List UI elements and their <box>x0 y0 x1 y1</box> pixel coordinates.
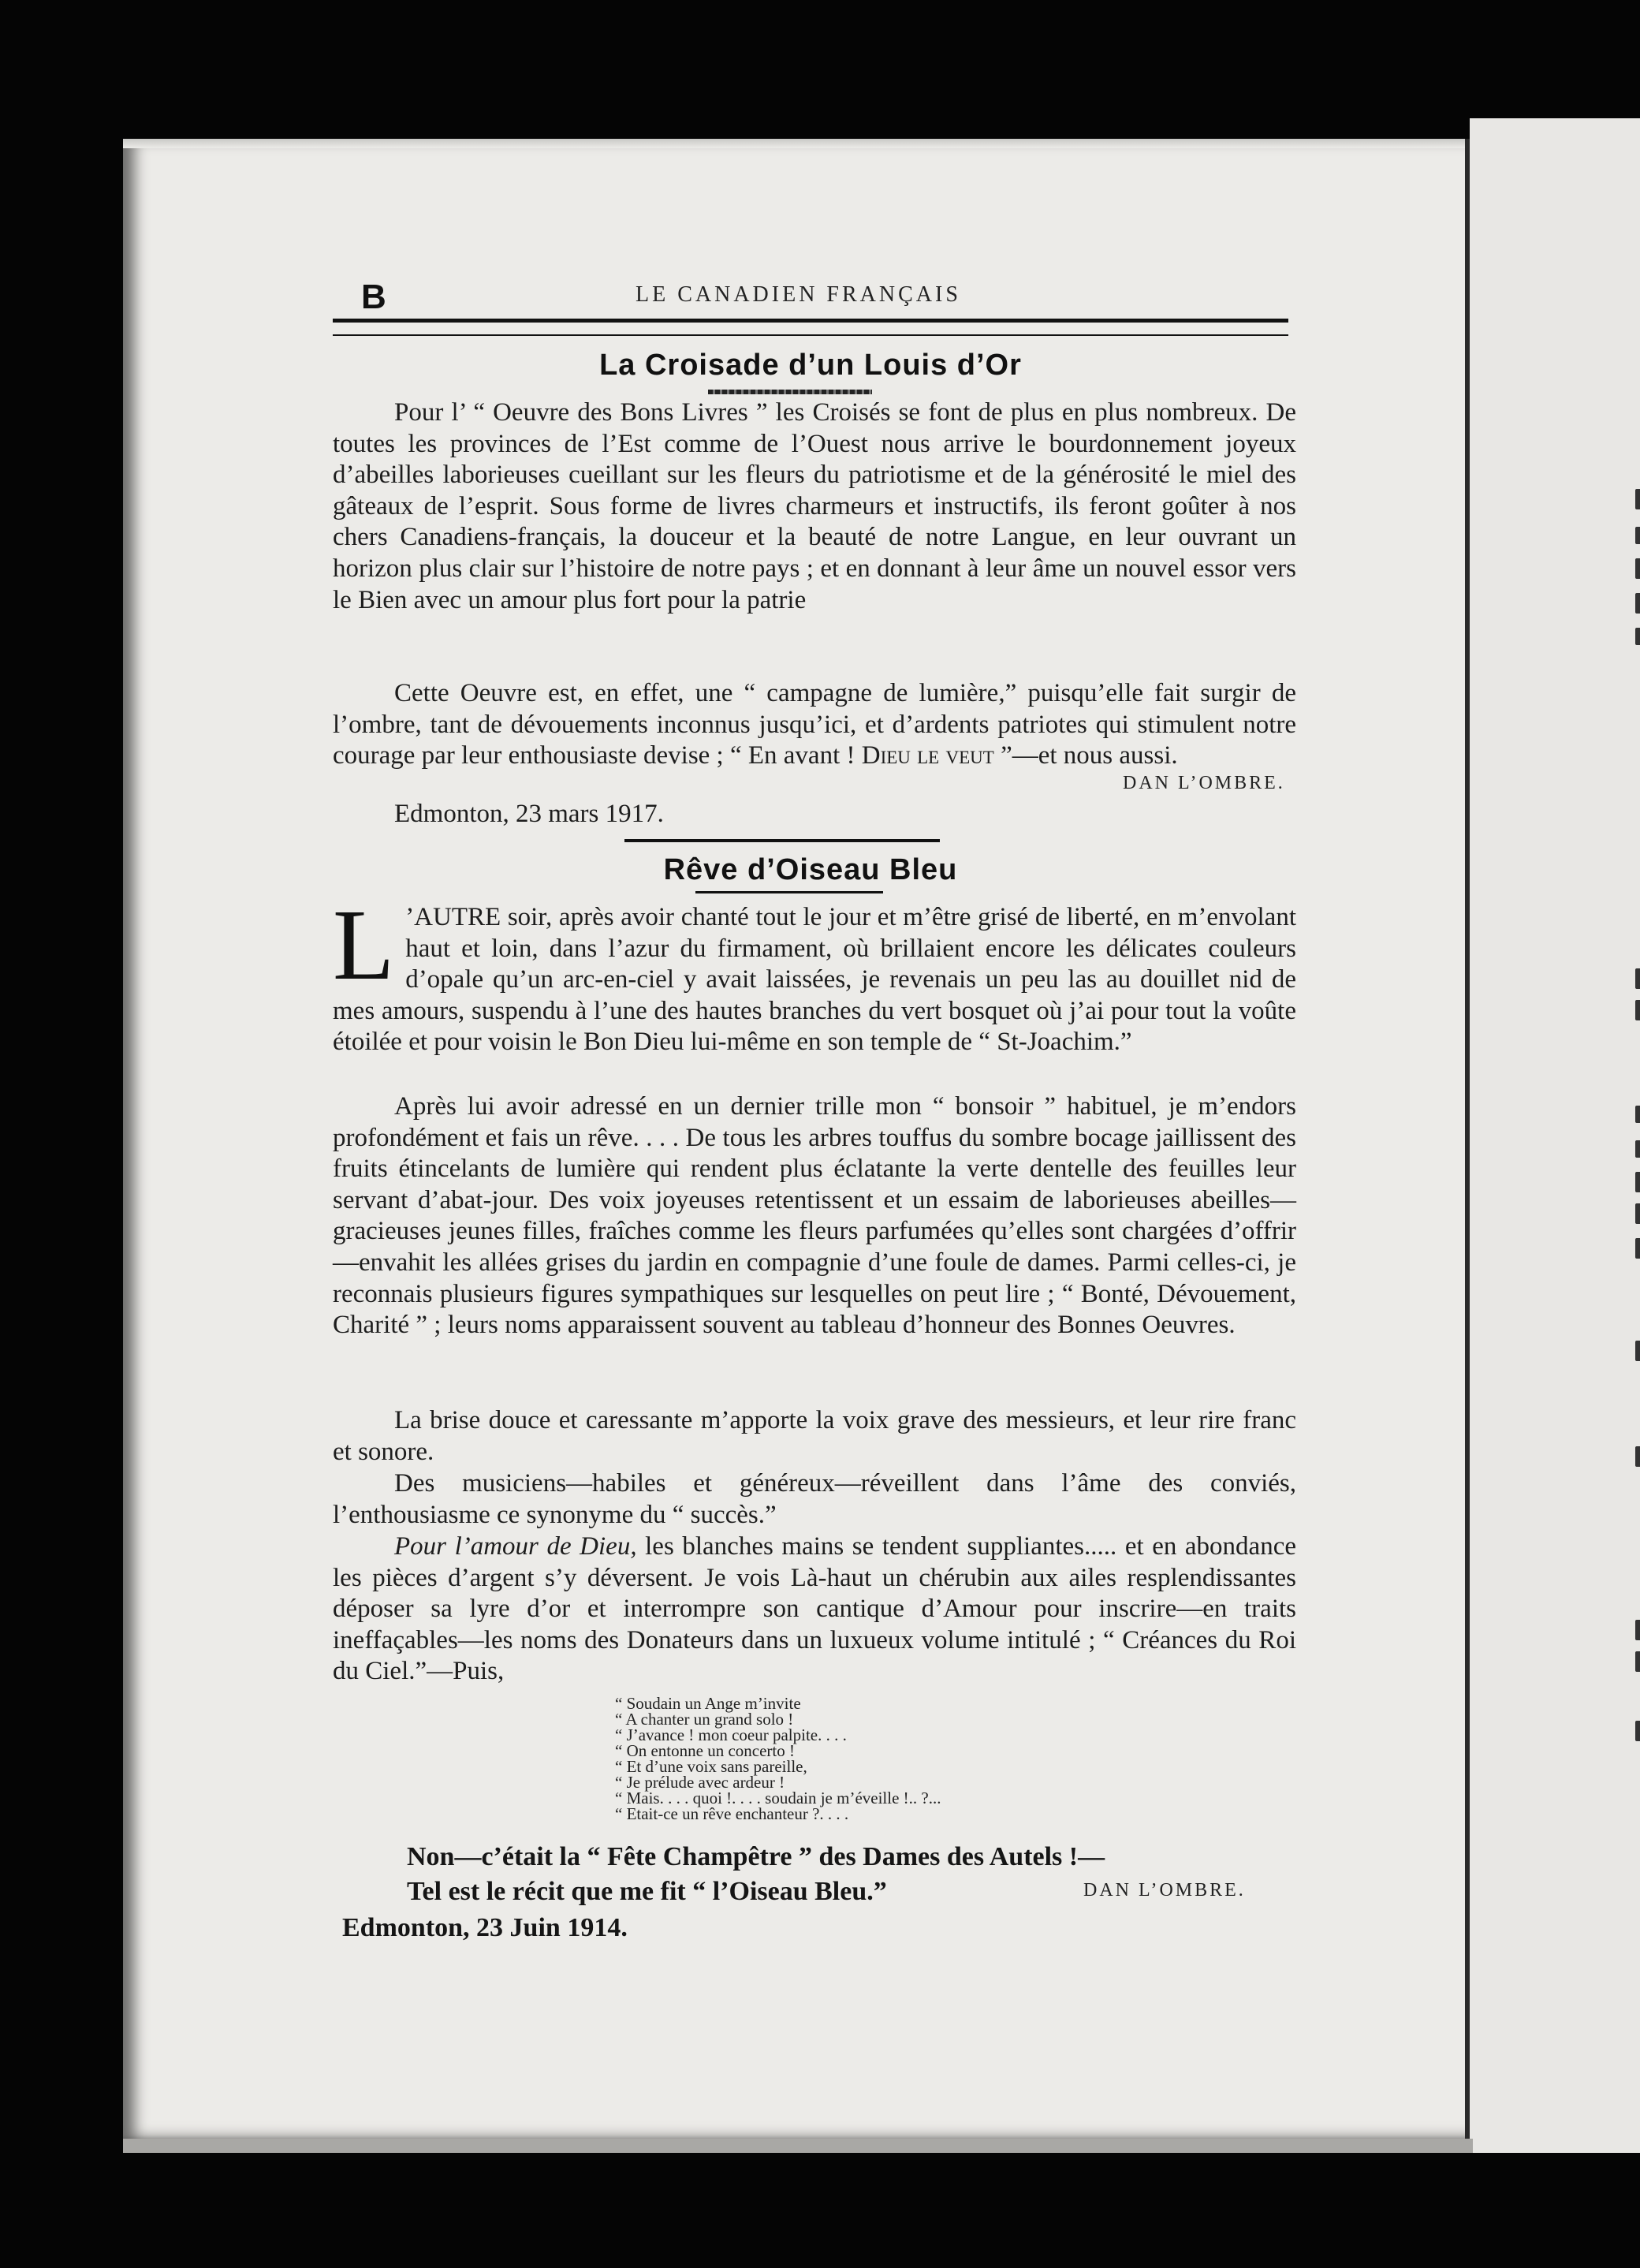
article2-paragraph-5 <box>333 1531 1296 1688</box>
facing-fragment <box>1635 1341 1640 1361</box>
facing-fragment <box>1635 1238 1640 1259</box>
poem-stanza <box>615 1695 941 1822</box>
poem-line: “ Soudain un Ange m’invite <box>615 1694 801 1713</box>
page-top-edge <box>123 139 1473 148</box>
article2-paragraph-1-text: ’AUTRE soir, après avoir chanté tout le jour et m’être grisé de liberté, en m’envolant haut et loin, dans l’azur du firmament, où brillaient encore les délicates couleurs d’opale qu’un arc-en-ciel y avait laissées, je revenais un peu las au douillet nid de mes amours, suspendu à l’une des hautes branches du vert bosquet où j’ai pour tout la voûte étoilée et pour voisin le Bon Dieu lui-même en son temple de “ St-Joachim.” <box>333 903 1296 1057</box>
facing-fragment <box>1635 1140 1640 1158</box>
closing-line-1: Non—c’était la “ Fête Champêtre ” des Dames des Autels !— <box>407 1842 1105 1871</box>
poem-line: “ A chanter un grand solo ! <box>615 1710 794 1729</box>
article2-dateline: Edmonton, 23 Juin 1914. <box>342 1913 628 1942</box>
poem-line: “ Etait-ce un rêve enchanteur ?. . . . <box>615 1804 849 1823</box>
facing-fragment <box>1635 1172 1640 1192</box>
facing-page <box>1470 118 1640 2153</box>
poem-line: “ J’avance ! mon coeur palpite. . . . <box>615 1725 847 1744</box>
article2-paragraph-5-text: les blanches mains se tendent suppliantes..... et en abondance les pièces d’argent s’y déversent. Je vois Là-haut un chérubin aux ailes resplendissantes déposer sa lyre d’or et interrompre son cantique d’Amour pour inscrire—en traits ineffaçables—les noms des Donateurs dans un luxueux volume intitulé ; “ Créances du Roi du Ciel.”—Puis, <box>333 1532 1296 1686</box>
facing-fragment <box>1635 1000 1640 1020</box>
poem-line: “ Je prélude avec ardeur ! <box>615 1773 785 1792</box>
article2-paragraph-2: Après lui avoir adressé en un dernier trille mon “ bonsoir ” habituel, je m’endors profondément et fais un rêve. . . . De tous les arbres touffus du sombre bocage jaillissent des fruits étincelants de lumière qui rendent plus éclatante la verte dentelle des feuilles leur servant d’abat-jour. Des voix joyeuses retentissent et un essaim de laborieuses abeilles—gracieuses jeunes filles, fraîches comme les fleurs parfumées qu’elles sont chargées d’offrir—envahit les allées grises du jardin en compagnie d’une foule de dames. Parmi celles-ci, je reconnais plusieurs figures sympathiques sur lesquelles on peut lire ; “ Bonté, Dévouement, Charité ” ; leurs noms apparaissent souvent au tableau d’honneur des Bonnes Oeuvres. <box>333 1092 1296 1340</box>
article1-motto: Dieu le veut <box>861 741 994 770</box>
facing-fragment <box>1635 628 1640 645</box>
header-rule-thin <box>333 334 1288 336</box>
poem-line: “ On entonne un concerto ! <box>615 1741 795 1760</box>
facing-fragment <box>1635 527 1640 544</box>
article-title-reve: Rêve d’Oiseau Bleu <box>663 853 958 886</box>
header-rule-thick <box>333 319 1288 323</box>
article2-paragraph-3: La brise douce et caressante m’apporte la voix grave des messieurs, et leur rire franc et sonore. <box>333 1406 1296 1466</box>
facing-fragment <box>1635 489 1640 509</box>
article2-paragraph-1 <box>333 889 1296 1058</box>
article1-paragraph-1: Pour l’ “ Oeuvre des Bons Livres ” les Croisés se font de plus en plus nombreux. De toutes les provinces de l’Est comme de l’Ouest nous arrive le bourdonnement joyeux d’abeilles laborieuses cueillant sur les fleurs du patriotisme et de la générosité le miel des gâteaux de l’esprit. Sous forme de livres charmeurs et instructifs, ils feront goûter à nos chers Canadiens-français, la douceur et la beauté de notre Langue, en leur ouvrant un horizon plus clair sur l’histoire de notre pays ; et en donnant à leur âme un nouvel essor vers le Bien avec un amour plus fort pour la patrie <box>333 398 1296 614</box>
facing-fragment <box>1635 1203 1640 1224</box>
article-title-croisade: La Croisade d’un Louis d’Or <box>599 349 1022 382</box>
facing-fragment <box>1635 558 1640 579</box>
closing-line-2: Tel est le récit que me fit “ l’Oiseau Bleu.” <box>407 1877 887 1906</box>
running-head: LE CANADIEN FRANÇAIS <box>636 282 961 307</box>
facing-fragment <box>1635 1106 1640 1123</box>
article1-signature: DAN L’OMBRE. <box>1123 773 1285 793</box>
facing-fragment <box>1635 1620 1640 1640</box>
title-overline <box>624 839 940 842</box>
facing-fragment <box>1635 1446 1640 1467</box>
article1-paragraph-2-text: Cette Oeuvre est, en effet, une “ campagne de lumière,” puisqu’elle fait surgir de l’ombre, tant de dévouements inconnus jusqu’ici, et d’ardents patriotes qui stimulent notre courage par leur enthousiaste devise ; “ En avant ! <box>333 679 1296 770</box>
poem-line: “ Mais. . . . quoi !. . . . soudain je m’éveille !.. ?... <box>615 1789 941 1807</box>
facing-fragment <box>1635 593 1640 614</box>
facing-fragment <box>1635 1721 1640 1741</box>
facing-fragment <box>1635 1651 1640 1672</box>
article2-paragraph-4: Des musiciens—habiles et généreux—réveillent dans l’âme des conviés, l’enthousiasme ce synonyme du “ succès.” <box>333 1469 1296 1529</box>
poem-line: “ Et d’une voix sans pareille, <box>615 1757 807 1776</box>
page-letter: B <box>361 278 386 316</box>
title-underline <box>695 891 883 893</box>
facing-fragment <box>1635 968 1640 989</box>
article1-dateline: Edmonton, 23 mars 1917. <box>394 800 664 828</box>
article1-paragraph-2-end: ”—et nous aussi. <box>993 741 1178 770</box>
article1-paragraph-2 <box>333 678 1296 772</box>
article2-signature: DAN L’OMBRE. <box>1083 1880 1246 1901</box>
article2-paragraph-5-italic: Pour l’amour de Dieu, <box>394 1532 637 1561</box>
page-bottom-edge <box>123 2139 1473 2153</box>
drop-cap-letter: L <box>333 889 395 1001</box>
title-ornament <box>708 390 872 394</box>
